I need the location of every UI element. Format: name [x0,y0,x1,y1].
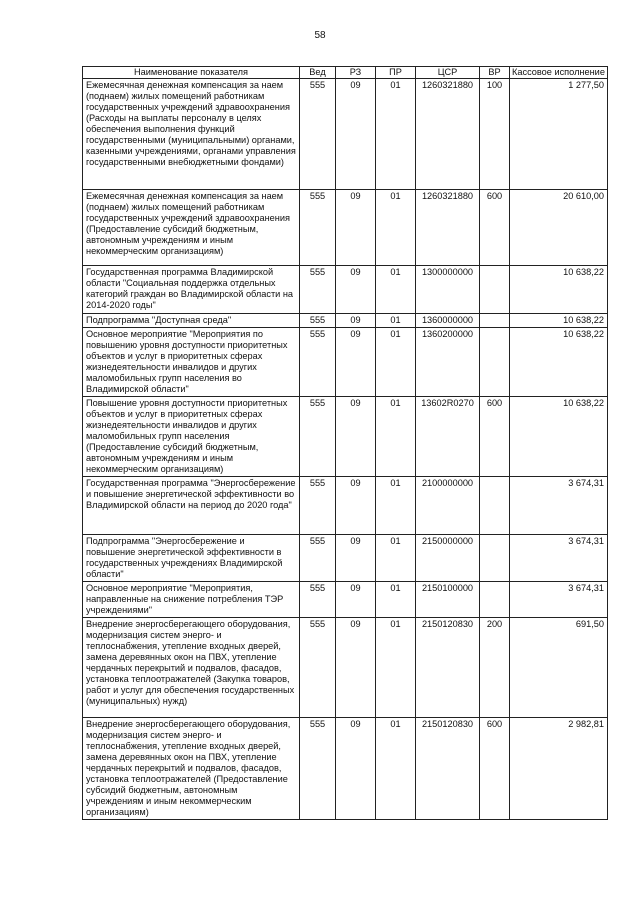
table-row [83,314,608,328]
header-pr: ПР [376,67,416,79]
cell-ved: 555 [300,535,336,582]
cell-pr: 01 [376,328,416,397]
cell-csr: 2150000000 [416,535,480,582]
cell-rz: 09 [336,618,376,718]
cell-ved: 555 [300,477,336,535]
cell-name: Основное мероприятие "Мероприятия по повышению уровня доступности приоритетных объектов и услуг в приоритетных сферах жизнедеятельности инвалидов и других маломобильных групп населения во Владимирской области" [83,328,300,397]
cell-pr: 01 [376,314,416,328]
cell-pr: 01 [376,718,416,820]
cell-vr: 600 [480,718,510,820]
cell-name: Основное мероприятие "Мероприятия, направленные на снижение потребления ТЭР учреждениями" [83,582,300,618]
cell-name: Подпрограмма "Энергосбережение и повышение энергетической эффективности в государственных учреждениях Владимирской области" [83,535,300,582]
table-row [83,328,608,397]
cell-vr [480,266,510,314]
cell-ved: 555 [300,79,336,190]
cell-ved: 555 [300,328,336,397]
table-row [83,79,608,190]
cell-sum: 3 674,31 [510,582,608,618]
cell-vr: 600 [480,190,510,266]
cell-csr: 2150100000 [416,582,480,618]
cell-csr: 2100000000 [416,477,480,535]
cell-ved: 555 [300,397,336,477]
cell-csr: 2150120830 [416,718,480,820]
cell-sum: 1 277,50 [510,79,608,190]
cell-vr [480,477,510,535]
cell-ved: 555 [300,618,336,718]
cell-sum: 2 982,81 [510,718,608,820]
cell-pr: 01 [376,397,416,477]
cell-csr: 1360000000 [416,314,480,328]
table-header-row [83,67,608,79]
cell-pr: 01 [376,582,416,618]
table-row [83,582,608,618]
cell-vr: 200 [480,618,510,718]
cell-csr: 2150120830 [416,618,480,718]
cell-name: Подпрограмма "Доступная среда" [83,314,300,328]
cell-rz: 09 [336,582,376,618]
cell-sum: 3 674,31 [510,477,608,535]
cell-vr [480,314,510,328]
table-row [83,718,608,820]
cell-rz: 09 [336,718,376,820]
cell-rz: 09 [336,190,376,266]
cell-name: Ежемесячная денежная компенсация за наем (поднаем) жилых помещений работникам государственных учреждений здравоохранения (Расходы на выплаты персоналу в целях обеспечения выполнения функций государственными (муниципальными) органами, казенными учреждениями, органами управления государственными внебюджетными фондами) [83,79,300,190]
budget-execution-table [82,66,608,820]
table-row [83,477,608,535]
header-rz: РЗ [336,67,376,79]
cell-sum: 691,50 [510,618,608,718]
cell-rz: 09 [336,535,376,582]
table-row [83,266,608,314]
cell-rz: 09 [336,266,376,314]
cell-pr: 01 [376,190,416,266]
cell-name: Государственная программа Владимирской области "Социальная поддержка отдельных категорий граждан во Владимирской области на 2014-2020 годы" [83,266,300,314]
cell-vr [480,535,510,582]
cell-sum: 10 638,22 [510,266,608,314]
cell-sum: 10 638,22 [510,397,608,477]
cell-name: Повышение уровня доступности приоритетных объектов и услуг в приоритетных сферах жизнедеятельности инвалидов и других маломобильных групп населения (Предоставление субсидий бюджетным, автономным учреждениям и иным некоммерческим организациям) [83,397,300,477]
table-row [83,618,608,718]
cell-pr: 01 [376,618,416,718]
cell-ved: 555 [300,314,336,328]
cell-csr: 1360200000 [416,328,480,397]
cell-vr [480,328,510,397]
cell-sum: 10 638,22 [510,328,608,397]
cell-rz: 09 [336,477,376,535]
cell-ved: 555 [300,718,336,820]
cell-rz: 09 [336,79,376,190]
cell-name: Внедрение энергосберегающего оборудования, модернизация систем энерго- и теплоснабжения, утепление входных дверей, замена деревянных окон на ПВХ, утепление чердачных перекрытий и подвалов, фасадов, установка теплоотражателей (Закупка товаров, работ и услуг для обеспечения государственных (муниципальных) нужд) [83,618,300,718]
cell-csr: 1260321880 [416,79,480,190]
page-number: 58 [314,30,326,41]
cell-ved: 555 [300,582,336,618]
cell-sum: 3 674,31 [510,535,608,582]
cell-sum: 10 638,22 [510,314,608,328]
cell-ved: 555 [300,266,336,314]
cell-ved: 555 [300,190,336,266]
cell-name: Ежемесячная денежная компенсация за наем (поднаем) жилых помещений работникам государственных учреждений здравоохранения (Предоставление субсидий бюджетным, автономным учреждениям и иным некоммерческим организациям) [83,190,300,266]
cell-rz: 09 [336,328,376,397]
cell-sum: 20 610,00 [510,190,608,266]
header-sum: Кассовое исполнение [510,67,608,79]
table-row [83,535,608,582]
cell-csr: 1300000000 [416,266,480,314]
header-name: Наименование показателя [83,67,300,79]
cell-vr: 100 [480,79,510,190]
header-csr: ЦСР [416,67,480,79]
cell-vr: 600 [480,397,510,477]
cell-name: Внедрение энергосберегающего оборудования, модернизация систем энерго- и теплоснабжения, утепление входных дверей, замена деревянных окон на ПВХ, утепление чердачных перекрытий и подвалов, фасадов, установка теплоотражателей (Предоставление субсидий бюджетным, автономным учреждениям и иным некоммерческим организациям) [83,718,300,820]
cell-name: Государственная программа "Энергосбережение и повышение энергетической эффективности во Владимирской области на период до 2020 года" [83,477,300,535]
cell-pr: 01 [376,266,416,314]
cell-pr: 01 [376,535,416,582]
table-row [83,397,608,477]
header-vr: ВР [480,67,510,79]
cell-csr: 13602R0270 [416,397,480,477]
cell-pr: 01 [376,79,416,190]
cell-rz: 09 [336,397,376,477]
cell-vr [480,582,510,618]
header-ved: Вед [300,67,336,79]
cell-pr: 01 [376,477,416,535]
cell-rz: 09 [336,314,376,328]
table-row [83,190,608,266]
cell-csr: 1260321880 [416,190,480,266]
